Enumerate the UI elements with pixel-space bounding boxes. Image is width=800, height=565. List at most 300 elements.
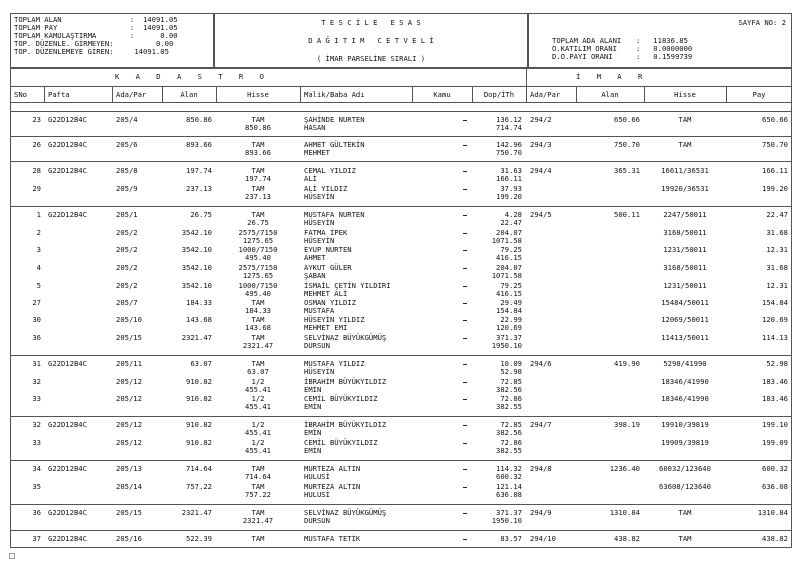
title-line-2: D A Ğ I T I M C E T V E L İ [308,36,434,45]
cell-hisse: TAM [251,298,265,307]
cell-ith: 1950.10 [491,516,522,525]
group-separator [10,416,792,417]
group-separator [10,460,792,461]
cell-imar-hisse: 1231/50011 [663,245,707,254]
cell-pay: 650.66 [762,115,788,124]
cell-ith: 416.15 [496,253,522,262]
kamu-dash [463,382,467,383]
column-header-alan: Alan [180,90,198,99]
cell-adapar: 205/12 [116,394,142,403]
cell-malik: AHMET GÜLTEKİN [304,140,365,149]
cell-imar-hisse: 1231/50011 [663,281,707,290]
cell-baba: DURSUN [304,516,330,525]
cell-pay: 199.09 [762,438,788,447]
cell-baba: HÜSEYİN [304,192,335,201]
cell-pay: 1310.84 [757,508,788,517]
cell-hisse-area: 455.41 [245,402,271,411]
cell-imar-hisse: 5298/41990 [663,359,707,368]
cell-hisse: TAM [251,333,265,342]
cell-baba: AHMET [304,253,326,262]
cell-alan: 3542.10 [181,263,212,272]
cell-baba: HASAN [304,123,326,132]
cell-ith: 714.74 [496,123,522,132]
cell-sno: 36 [32,508,41,517]
cell-alan: 2321.47 [181,508,212,517]
section-separator [526,68,527,86]
cell-malik: İBRAHİM BÜYÜKYILDIZ [304,377,387,386]
cell-hisse-area: 2321.47 [242,516,274,525]
cell-dop: 4.28 [504,210,522,219]
cell-adapar: 205/7 [116,298,138,307]
group-separator [10,136,792,137]
cell-pay: 120.69 [762,315,788,324]
cell-sno: 26 [32,140,41,149]
cell-imar-adapar: 294/2 [530,115,552,124]
cell-pafta: G22D12B4C [48,166,87,175]
cell-hisse: 2575/7150 [238,263,278,272]
kamu-dash [463,487,467,488]
cell-imar-adapar: 294/4 [530,166,552,175]
cell-pay: 52.98 [766,359,788,368]
cell-alan: 893.66 [186,140,212,149]
summary-right-labels: TOPLAM ADA ALANI O.KATILIM ORANI D.O.PAYI ORANI [552,36,622,61]
title-line-1: T E S C İ L E E S A S [321,18,421,27]
cell-adapar: 205/16 [116,534,142,543]
cell-hisse: TAM [251,115,265,124]
cell-adapar: 205/1 [116,210,138,219]
cell-sno: 1 [36,210,41,219]
summary-left-labels: TOPLAM ALAN TOPLAM PAY TOPLAM KAMULAŞTIRMA TOP. DÜZENLE. GİRMEYEN: TOP. DÜZENLEMEYE GİREN: [14,15,114,56]
cell-sno: 31 [32,359,41,368]
cell-pay: 199.10 [762,420,788,429]
cell-imar-hisse: 18346/41990 [661,377,709,386]
kamu-dash [463,443,467,444]
cell-hisse-area: 63.07 [247,367,269,376]
cell-sno: 34 [32,464,41,473]
cell-imar-alan: 438.82 [614,534,640,543]
cell-sno: 37 [32,534,41,543]
cell-baba: EMİN [304,402,322,411]
cell-malik: HÜSEYİN YILDIZ [304,315,365,324]
cell-ith: 52.98 [500,367,522,376]
cell-imar-hisse: 3168/50011 [663,263,707,272]
cell-baba: EMİN [304,385,322,394]
cell-pay: 31.68 [766,263,788,272]
cell-sno: 5 [36,281,41,290]
cell-hisse: TAM [251,464,265,473]
cell-adapar: 205/4 [116,115,138,124]
cell-adapar: 205/11 [116,359,142,368]
title-line-3: ( İMAR PARSELİNE SIRALI ) [316,54,426,63]
cell-sno: 27 [32,298,41,307]
cell-malik: ALİ YILDIZ [304,184,348,193]
cell-imar-adapar: 294/6 [530,359,552,368]
cell-imar-alan: 398.19 [614,420,640,429]
cell-baba: HULUSİ [304,490,330,499]
column-header-imar-hisse: Hisse [674,90,696,99]
cell-alan: 522.39 [186,534,212,543]
group-separator [10,161,792,162]
cell-malik: SELVİNAZ BÜYÜKGÜMÜŞ [304,333,387,342]
cell-alan: 3542.10 [181,281,212,290]
cell-baba: MEHMET ALİ [304,289,348,298]
cell-baba: EMİN [304,428,322,437]
cell-hisse: TAM [251,482,265,491]
cell-baba: ŞABAN [304,271,326,280]
cell-malik: İSMAİL ÇETİN YILDIRI [304,281,391,290]
cell-hisse: TAM [251,184,265,193]
page-number: SAYFA NO: 2 [738,18,786,27]
cell-sno: 3 [36,245,41,254]
cell-malik: CEMİL BÜYÜKYILDIZ [304,394,378,403]
cell-hisse: 1000/7150 [238,281,278,290]
kamu-dash [463,233,467,234]
cell-hisse-area: 237.13 [245,192,271,201]
cell-malik: MUSTAFA TETİK [304,534,361,543]
cell-pafta: G22D12B4C [48,534,87,543]
section-imar: İ M A R [576,72,649,81]
cell-baba: DURSUN [304,341,330,350]
cell-alan: 2321.47 [181,333,212,342]
cell-alan: 184.33 [186,298,212,307]
cell-malik: MURTEZA ALTIN [304,482,361,491]
cell-malik: ŞAHİNDE NURTEN [304,115,365,124]
cell-pay: 750.70 [762,140,788,149]
cell-pay: 199.20 [762,184,788,193]
kamu-dash [463,286,467,287]
cell-hisse: 1000/7150 [238,245,278,254]
cell-imar-hisse: TAM [678,115,692,124]
cell-dop: 79.25 [500,281,522,290]
cell-dop: 72.86 [500,438,522,447]
cell-sno: 2 [36,228,41,237]
group-separator [10,530,792,531]
summary-right-values: : 11836.85 : 0.0000000 : 0.1599739 [636,36,693,61]
cell-imar-alan: 1310.84 [609,508,640,517]
cell-ith: 1071.58 [491,271,522,280]
kamu-dash [463,189,467,190]
column-separator [300,86,301,102]
cell-imar-adapar: 294/3 [530,140,552,149]
cell-malik: AYKUT GÜLER [304,263,352,272]
cell-hisse: TAM [251,140,265,149]
cell-imar-hisse: TAM [678,140,692,149]
cell-baba: HÜSEYİN [304,218,335,227]
group-separator [10,504,792,505]
cell-ith: 199.20 [496,192,522,201]
cell-dop: 136.12 [496,115,522,124]
kamu-dash [463,539,467,540]
cell-ith: 120.69 [496,323,522,332]
cell-ith: 22.47 [500,218,522,227]
cell-sno: 32 [32,420,41,429]
cell-dop: 10.09 [500,359,522,368]
cell-adapar: 205/8 [116,166,138,175]
cell-alan: 3542.10 [181,228,212,237]
group-separator [10,206,792,207]
kamu-dash [463,268,467,269]
cell-dop: 204.07 [496,228,522,237]
cell-hisse: TAM [251,166,265,175]
cell-sno: 33 [32,394,41,403]
group-separator [10,111,792,112]
column-header-imar-adapar: Ada/Par [530,90,561,99]
cell-dop: 79.25 [500,245,522,254]
cell-dop: 37.93 [500,184,522,193]
column-header-imar-alan: Alan [601,90,619,99]
cell-ith: 750.70 [496,148,522,157]
cell-pafta: G22D12B4C [48,359,87,368]
cell-imar-adapar: 294/9 [530,508,552,517]
cell-adapar: 205/2 [116,281,138,290]
cell-hisse: TAM [251,508,265,517]
cell-hisse-area: 495.40 [245,289,271,298]
cell-pay: 22.47 [766,210,788,219]
cell-imar-hisse: 19920/36531 [661,184,709,193]
cell-dop: 142.96 [496,140,522,149]
cell-adapar: 205/15 [116,508,142,517]
column-header-pay: Pay [752,90,766,99]
cell-malik: CEMAL YILDIZ [304,166,356,175]
cell-alan: 63.07 [190,359,212,368]
cell-dop: 72.85 [500,377,522,386]
cell-imar-alan: 750.70 [614,140,640,149]
column-header-kamu: Kamu [433,90,451,99]
cell-hisse: TAM [251,210,265,219]
cell-hisse-area: 893.66 [245,148,271,157]
cell-imar-alan: 650.66 [614,115,640,124]
cell-adapar: 205/12 [116,420,142,429]
column-header-hisse: Hisse [247,90,269,99]
kamu-dash [463,145,467,146]
cell-hisse: 1/2 [251,438,265,447]
cell-dop: 22.99 [500,315,522,324]
cell-hisse: 1/2 [251,394,265,403]
kamu-dash [463,171,467,172]
cell-hisse-area: 455.41 [245,385,271,394]
cell-malik: MUSTAFA NURTEN [304,210,365,219]
kamu-dash [463,320,467,321]
cell-adapar: 205/2 [116,228,138,237]
cell-pafta: G22D12B4C [48,140,87,149]
cell-adapar: 205/2 [116,245,138,254]
cell-imar-hisse: 15484/50011 [661,298,709,307]
cell-baba: MEHMET [304,148,330,157]
cell-dop: 204.07 [496,263,522,272]
cell-pafta: G22D12B4C [48,115,87,124]
cell-imar-hisse: 19910/39819 [661,420,709,429]
kamu-dash [463,215,467,216]
cell-dop: 72.86 [500,394,522,403]
column-separator [526,86,527,102]
cell-pay: 166.11 [762,166,788,175]
cell-sno: 33 [32,438,41,447]
cell-hisse: TAM [251,359,265,368]
cell-baba: EMİN [304,446,322,455]
cell-imar-hisse: 16611/36531 [661,166,709,175]
cell-baba: ALİ [304,174,317,183]
cell-sno: 35 [32,482,41,491]
cell-ith: 166.11 [496,174,522,183]
cell-dop: 29.49 [500,298,522,307]
column-header-adapar: Ada/Par [116,90,147,99]
cell-pay: 154.84 [762,298,788,307]
column-header-dop: Dop/İTh [483,90,515,99]
cell-baba: MEHMET EMİ [304,323,348,332]
kamu-dash [463,303,467,304]
cell-dop: 121.14 [496,482,522,491]
cell-pafta: G22D12B4C [48,420,87,429]
cell-malik: MURTEZA ALTIN [304,464,361,473]
cell-hisse: 1/2 [251,377,265,386]
cell-adapar: 205/12 [116,438,142,447]
cell-alan: 910.82 [186,377,212,386]
cell-alan: 850.86 [186,115,212,124]
kamu-dash [463,469,467,470]
cell-pay: 12.31 [766,281,788,290]
cell-dop: 114.32 [496,464,522,473]
cell-imar-hisse: 63608/123640 [659,482,711,491]
cell-adapar: 205/10 [116,315,142,324]
cell-alan: 237.13 [186,184,212,193]
cell-pay: 636.08 [762,482,788,491]
cell-dop: 371.37 [496,333,522,342]
cell-hisse-area: 2321.47 [242,341,274,350]
cell-alan: 910.82 [186,394,212,403]
column-separator [44,86,45,102]
cell-adapar: 205/2 [116,263,138,272]
cell-hisse-area: 455.41 [245,446,271,455]
cell-ith: 1950.10 [491,341,522,350]
kamu-dash [463,120,467,121]
corner-marker [9,553,15,559]
cell-imar-adapar: 294/5 [530,210,552,219]
cell-dop: 83.57 [500,534,522,543]
cell-dop: 72.85 [500,420,522,429]
cell-alan: 197.74 [186,166,212,175]
cell-sno: 4 [36,263,41,272]
cell-hisse-area: 455.41 [245,428,271,437]
cell-hisse-area: 714.64 [245,472,271,481]
kamu-dash [463,425,467,426]
cell-baba: HÜSEYİN [304,367,335,376]
cell-adapar: 205/13 [116,464,142,473]
cell-ith: 154.84 [496,306,522,315]
cell-ith: 382.55 [496,446,522,455]
cell-dop: 31.63 [500,166,522,175]
summary-left-values: : 14091.05 : 14091.05 : 0.00 0.00 14091.05 [130,15,178,56]
cell-ith: 600.32 [496,472,522,481]
cell-pay: 12.31 [766,245,788,254]
cell-malik: CEMİL BÜYÜKYILDIZ [304,438,378,447]
cell-adapar: 205/15 [116,333,142,342]
cell-hisse-area: 850.86 [245,123,271,132]
cell-baba: HULUSİ [304,472,330,481]
group-separator [10,355,792,356]
cell-ith: 636.08 [496,490,522,499]
section-divider [10,86,792,87]
cell-imar-hisse: 60032/123640 [659,464,711,473]
cell-imar-alan: 419.90 [614,359,640,368]
cell-alan: 910.82 [186,438,212,447]
cell-pay: 114.13 [762,333,788,342]
cell-hisse-area: 26.75 [247,218,269,227]
cell-pay: 183.46 [762,394,788,403]
cell-sno: 30 [32,315,41,324]
cell-imar-hisse: 11413/50011 [661,333,709,342]
kamu-dash [463,364,467,365]
cell-hisse-area: 197.74 [245,174,271,183]
column-header-sno: SNo [14,90,27,99]
cell-hisse-area: 757.22 [245,490,271,499]
cell-ith: 1071.58 [491,236,522,245]
cell-sno: 32 [32,377,41,386]
cell-imar-adapar: 294/8 [530,464,552,473]
kamu-dash [463,399,467,400]
cell-ith: 382.56 [496,428,522,437]
cell-pay: 438.82 [762,534,788,543]
cell-hisse-area: 1275.65 [242,236,274,245]
cell-imar-alan: 1236.40 [609,464,640,473]
cell-adapar: 205/12 [116,377,142,386]
column-header-pafta: Pafta [48,90,70,99]
cell-malik: İBRAHİM BÜYÜKYILDIZ [304,420,387,429]
cell-imar-adapar: 294/10 [530,534,556,543]
cell-baba: MUSTAFA [304,306,335,315]
cell-alan: 3542.10 [181,245,212,254]
cell-pay: 183.46 [762,377,788,386]
cell-alan: 757.22 [186,482,212,491]
cell-adapar: 205/6 [116,140,138,149]
cell-sno: 23 [32,115,41,124]
cell-ith: 416.15 [496,289,522,298]
cell-malik: MUSTAFA YILDIZ [304,359,365,368]
cell-malik: SELVİNAZ BÜYÜKGÜMÜŞ [304,508,387,517]
cell-ith: 382.56 [496,385,522,394]
cell-adapar: 205/14 [116,482,142,491]
cell-sno: 36 [32,333,41,342]
cell-imar-alan: 365.31 [614,166,640,175]
column-header-divider [10,102,792,103]
cell-hisse-area: 1275.65 [242,271,274,280]
cell-baba: HÜSEYİN [304,236,335,245]
cell-hisse-area: 143.68 [245,323,271,332]
cell-sno: 28 [32,166,41,175]
cell-malik: EYUP NURTEN [304,245,352,254]
cell-malik: OSMAN YILDIZ [304,298,356,307]
cell-alan: 143.68 [186,315,212,324]
cell-imar-hisse: 2247/50011 [663,210,707,219]
cell-hisse: TAM [251,534,265,543]
cell-malik: FATMA İPEK [304,228,348,237]
cell-imar-hisse: 19909/39819 [661,438,709,447]
cell-hisse: TAM [251,315,265,324]
cell-imar-hisse: TAM [678,534,692,543]
cell-hisse-area: 495.40 [245,253,271,262]
cell-pay: 600.32 [762,464,788,473]
cell-pafta: G22D12B4C [48,210,87,219]
cell-imar-hisse: 12069/50011 [661,315,709,324]
kamu-dash [463,250,467,251]
section-kadastro: K A D A S T R O [115,72,270,81]
cell-pafta: G22D12B4C [48,508,87,517]
cell-ith: 382.55 [496,402,522,411]
kamu-dash [463,513,467,514]
cell-pay: 31.68 [766,228,788,237]
cell-hisse: 1/2 [251,420,265,429]
cell-imar-hisse: TAM [678,508,692,517]
cell-imar-alan: 500.11 [614,210,640,219]
